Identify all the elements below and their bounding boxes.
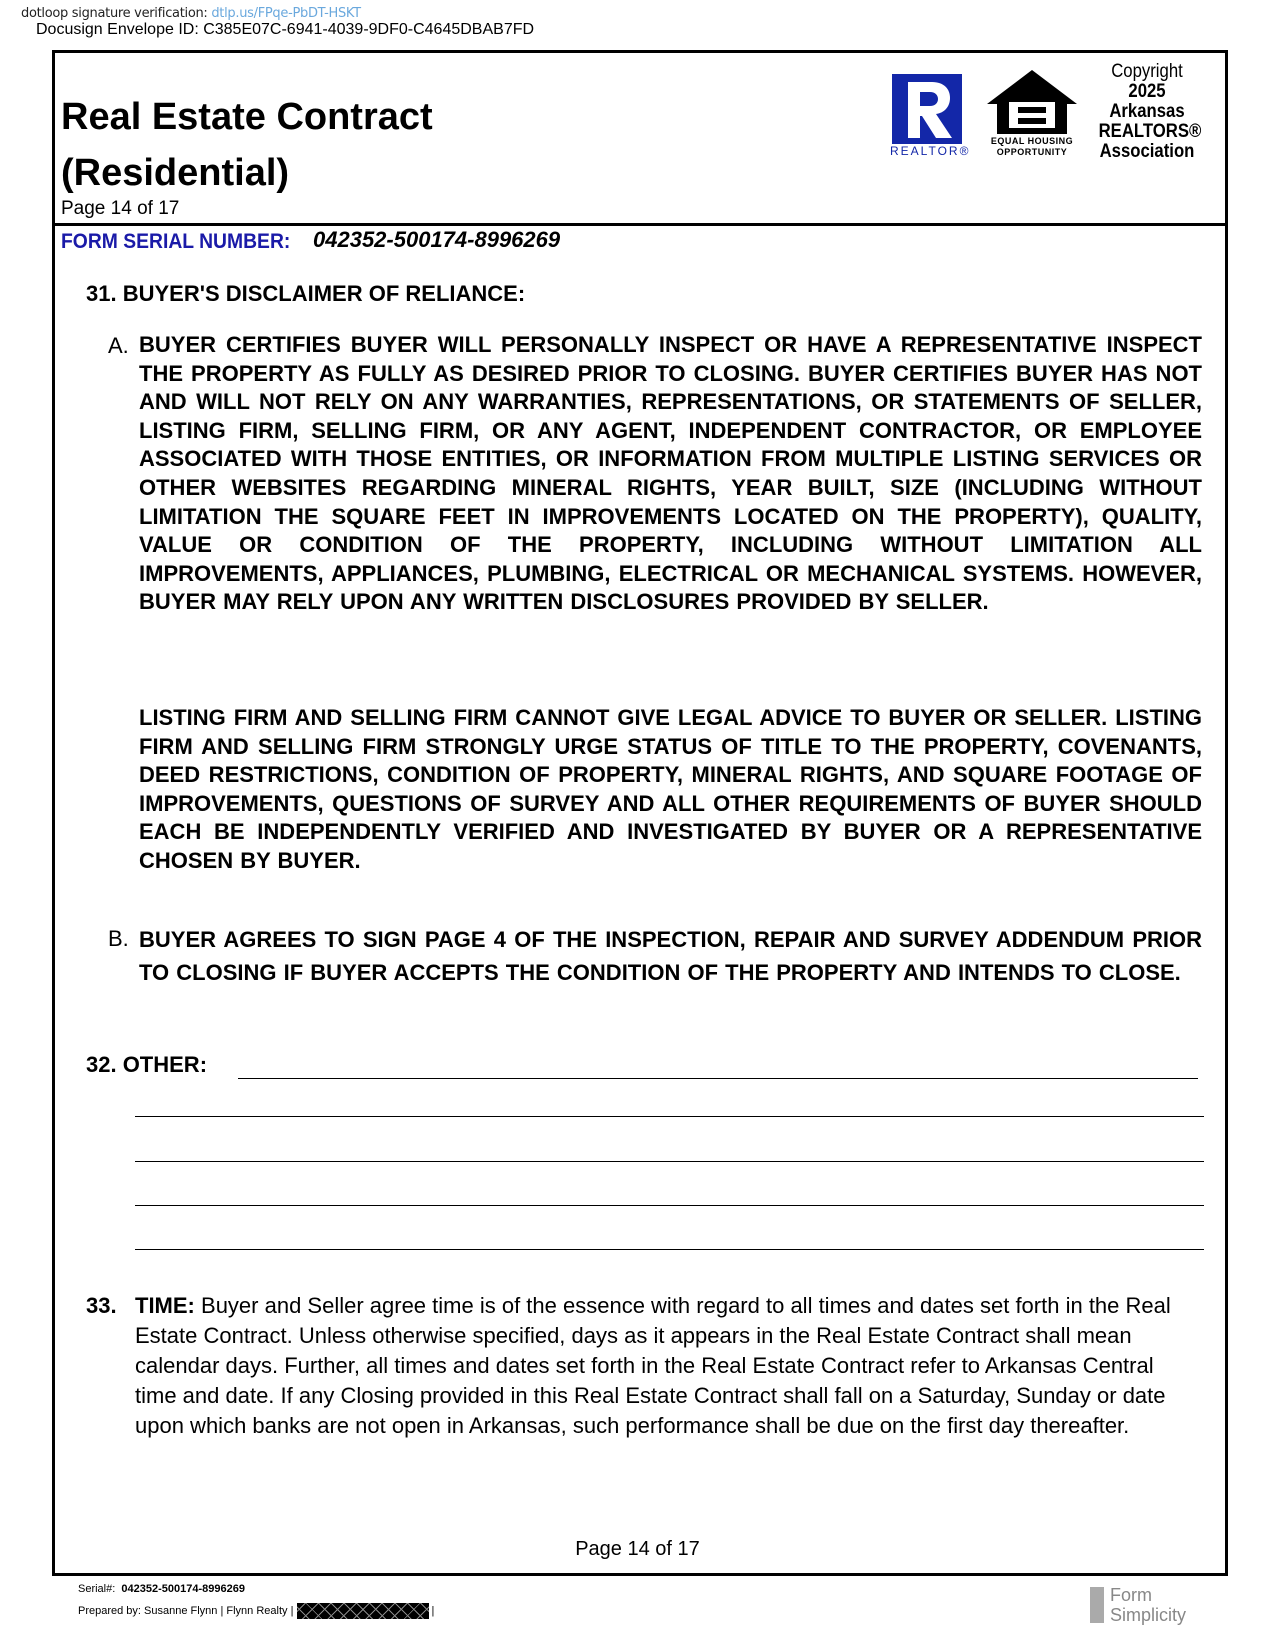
- other-field-line-3[interactable]: [135, 1161, 1204, 1162]
- other-field-line-2[interactable]: [135, 1116, 1204, 1117]
- page-number-bottom: Page 14 of 17: [575, 1538, 700, 1560]
- section-31b-label: B.: [108, 926, 129, 951]
- section-31a-label: A.: [108, 333, 129, 358]
- footer-prepared: Prepared by: Susanne Flynn | Flynn Realty | |: [78, 1603, 434, 1619]
- logo-line-1: Form: [1110, 1585, 1152, 1605]
- verification-line: [21, 6, 361, 21]
- equal-housing-icon: [985, 68, 1079, 136]
- section-31-heading: 31. BUYER'S DISCLAIMER OF RELIANCE:: [86, 281, 526, 306]
- section-33-text: Buyer and Seller agree time is of the essence with regard to all times and dates set forth in the Real Estate Contract. Unless otherwise specified, days as it appears in the Real Estate Contract shall mean calendar days. Further, all times and dates set forth in the Real Estate Contract refer to Arkansas Central time and date. If any Closing provided in this Real Estate Contract shall fall on a Saturday, Sunday or date upon which banks are not open in Arkansas, such performance shall be due on the first day thereafter.: [135, 1293, 1171, 1438]
- equal-housing-label: EQUAL HOUSING OPPORTUNITY: [990, 136, 1074, 157]
- header-divider: [52, 223, 1228, 226]
- other-field-line-5[interactable]: [135, 1249, 1204, 1250]
- section-31a-text-2: LISTING FIRM AND SELLING FIRM CANNOT GIVE LEGAL ADVICE TO BUYER OR SELLER. LISTING FIRM AND SELLING FIRM STRONGLY URGE STATUS OF TITLE TO THE PROPERTY, COVENANTS, DEED RESTRICTIONS, CONDITION OF PROPERTY, MINERAL RIGHTS, AND SQUARE FOOTAGE OF IMPROVEMENTS, QUESTIONS OF SURVEY AND ALL OTHER REQUIREMENTS OF BUYER SHOULD EACH BE INDEPENDENTLY VERIFIED AND INVESTIGATED BY BUYER OR A REPRESENTATIVE CHOSEN BY BUYER.: [139, 705, 1202, 873]
- page-number-top: Page 14 of 17: [61, 198, 180, 219]
- footer-serial-number: 042352-500174-8996269: [121, 1583, 245, 1595]
- redacted-block: [297, 1603, 429, 1619]
- page-subtitle: (Residential): [61, 152, 290, 194]
- footer-prepared-text: Prepared by: Susanne Flynn | Flynn Realty |: [78, 1604, 294, 1617]
- form-simplicity-icon: [1090, 1587, 1104, 1623]
- realtor-logo-icon: [892, 74, 962, 144]
- copyright-label: Copyright: [1111, 61, 1183, 82]
- envelope-id: Docusign Envelope ID: C385E07C-6941-4039-9DF0-C4645DBAB7FD: [36, 21, 535, 38]
- section-31a-text: BUYER CERTIFIES BUYER WILL PERSONALLY INSPECT OR HAVE A REPRESENTATIVE INSPECT THE PROPERTY AS FULLY AS DESIRED PRIOR TO CLOSING. BUYER CERTIFIES BUYER HAS NOT AND WILL NOT RELY ON ANY WARRANTIES, REPRESENTATIONS, OR STATEMENTS OF SELLER, LISTING FIRM, SELLING FIRM, OR ANY AGENT, INDEPENDENT CONTRACTOR, OR EMPLOYEE ASSOCIATED WITH THOSE ENTITIES, OR INFORMATION FROM MULTIPLE LISTING SERVICES OR OTHER WEBSITES REGARDING MINERAL RIGHTS, YEAR BUILT, SIZE (INCLUDING WITHOUT LIMITATION THE SQUARE FEET IN IMPROVEMENTS LOCATED ON THE PROPERTY), QUALITY, VALUE OR CONDITION OF THE PROPERTY, INCLUDING WITHOUT LIMITATION ALL IMPROVEMENTS, APPLIANCES, PLUMBING, ELECTRICAL OR MECHANICAL SYSTEMS. HOWEVER, BUYER MAY RELY UPON ANY WRITTEN DISCLOSURES PROVIDED BY SELLER.: [139, 332, 1202, 615]
- copyright-org-3: Association: [1099, 141, 1195, 162]
- section-33-body: [135, 1291, 1198, 1441]
- copyright-org-2: REALTORS®: [1098, 121, 1202, 142]
- section-32-heading: 32. OTHER:: [86, 1052, 208, 1077]
- copyright-block: [1098, 61, 1202, 162]
- footer-serial: [78, 1583, 245, 1595]
- verification-link[interactable]: dtlp.us/FPqe-PbDT-HSKT: [211, 6, 361, 21]
- section-31b-text: BUYER AGREES TO SIGN PAGE 4 OF THE INSPECTION, REPAIR AND SURVEY ADDENDUM PRIOR TO CLOSING IF BUYER ACCEPTS THE CONDITION OF THE PROPERTY AND INTENDS TO CLOSE.: [139, 927, 1202, 985]
- verification-label: dotloop signature verification:: [21, 6, 208, 21]
- copyright-year: 2025: [1128, 81, 1166, 102]
- footer-serial-label: Serial#:: [78, 1583, 116, 1595]
- other-field-line-1[interactable]: [238, 1052, 1198, 1079]
- realtor-logo-label: REALTOR®: [890, 144, 971, 158]
- section-33-number: 33.: [86, 1293, 117, 1318]
- logo-line-2: Simplicity: [1110, 1605, 1187, 1625]
- serial-label: FORM SERIAL NUMBER:: [61, 230, 291, 253]
- other-field-line-4[interactable]: [135, 1205, 1204, 1206]
- section-33-heading: TIME:: [135, 1293, 195, 1318]
- copyright-org-1: Arkansas: [1109, 101, 1185, 122]
- serial-number: 042352-500174-8996269: [313, 227, 561, 252]
- page-title: Real Estate Contract: [61, 96, 433, 138]
- form-simplicity-logo: [1110, 1585, 1186, 1625]
